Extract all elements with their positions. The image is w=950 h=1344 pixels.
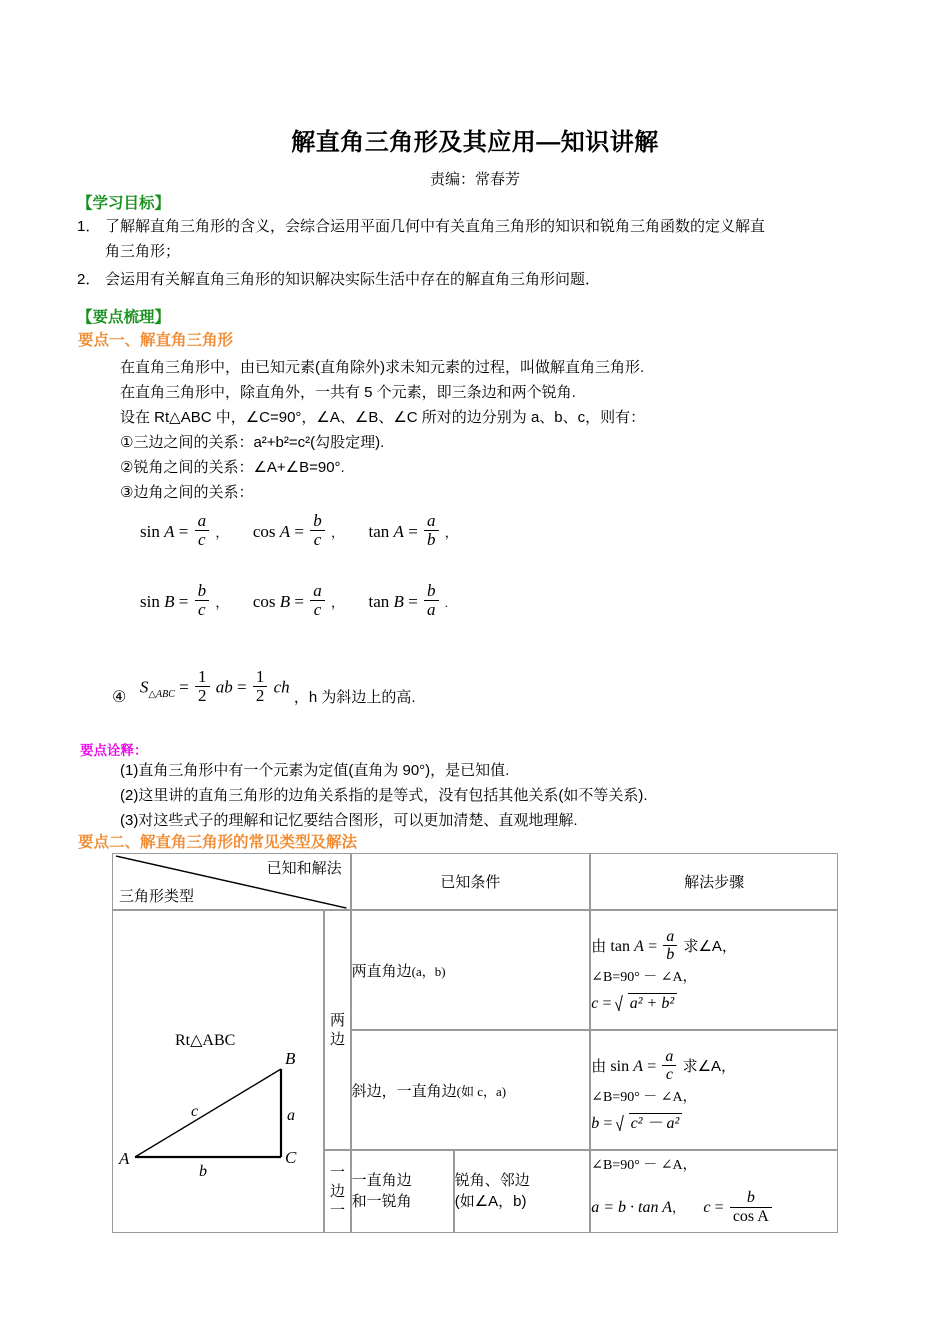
annotation-item-1: (1)直角三角形中有一个元素为定值(直角为 90°)，是已知值. (120, 762, 510, 779)
solution-row1-line1: 由 tan A = $\frac{a}{b}$ 求∠A， (591, 927, 737, 963)
solution-row1-line2: ∠B=90° － ∠A， (591, 970, 697, 986)
outline-heading: 【要点梳理】 (77, 309, 171, 326)
point-one-heading: 要点一、解直角三角形 (78, 332, 234, 349)
annotation-item-2: (2)这里讲的直角三角形的边角关系指的是等式，没有包括其他关系(如不等关系). (120, 787, 648, 804)
formula-tan-b: tan B = $\frac{b}{a}$ . (368, 581, 449, 620)
table-row (112, 910, 838, 1030)
objective-2-line1: 会运用有关解直角三角形的知识解决实际生活中存在的解直角三角形问题． (105, 271, 601, 288)
solution-cell-row3 (590, 1150, 838, 1233)
formula-tan-a: tan A = $\frac{a}{b}$ ， (368, 511, 458, 550)
point-one-line-6: ③边角之间的关系： (120, 484, 254, 501)
condition-sub-row2: (如 c，a) (456, 1083, 507, 1099)
table-header-conditions: 已知条件 (351, 853, 591, 910)
solution-cell-row1 (590, 910, 838, 1030)
solution-row1-line3: c = a² + b² (591, 993, 837, 1013)
group-label-one-side-one-angle: 一 边 一 (324, 1150, 350, 1233)
condition-row3-a-line2: 和一锐角 (351, 1193, 412, 1211)
formula-cos-a: cos A = $\frac{b}{c}$ ， (252, 511, 345, 550)
area-symbol: S (139, 677, 149, 697)
group-label-two-sides: 两 边 (324, 910, 350, 1150)
objective-2-number: 2． (77, 271, 101, 288)
side-label-c: c (191, 1103, 199, 1121)
area-subscript: △ABC (148, 688, 175, 700)
vertex-label-b: B (285, 1049, 296, 1069)
formula-cos-b: cos B = $\frac{a}{c}$ ， (252, 581, 345, 620)
solution-row3-line2: a = b · tan A， c = $\frac{b}{\text{cos A}}$ (591, 1189, 837, 1225)
condition-main-row1: 两直角边 (351, 962, 412, 980)
solution-row2-line2: ∠B=90° － ∠A， (591, 1090, 697, 1106)
objective-1-line1: 了解解直角三角形的含义，会综合运用平面几何中有关直角三角形的知识和锐角三角函数的定义解直 (105, 218, 766, 235)
condition-row3-b-line2: (如∠A，b) (454, 1193, 527, 1211)
point-one-line-5: ②锐角之间的关系：∠A+∠B=90°. (120, 459, 345, 476)
formula-sin-b: sin B = $\frac{b}{c}$ ， (140, 581, 229, 620)
point-one-line-2: 在直角三角形中，除直角外，一共有 5 个元素，即三条边和两个锐角. (120, 384, 576, 401)
radicand-row2: c² － a² (629, 1113, 683, 1133)
triangle-caption: Rt△ABC (175, 1032, 236, 1050)
corner-top-right-label: 已知和解法 (266, 860, 342, 877)
condition-main-row2: 斜边，一直角边 (351, 1082, 457, 1100)
table-header-row (112, 853, 838, 910)
condition-cell-row2 (351, 1030, 591, 1150)
point-two-heading: 要点二、解直角三角形的常见类型及解法 (78, 834, 358, 851)
solution-row3-line1: ∠B=90° － ∠A， (591, 1158, 697, 1173)
area-formula-marker: ④ (112, 688, 127, 706)
solution-row2-line1: 由 sin A = $\frac{a}{c}$ 求∠A， (591, 1047, 737, 1083)
corner-bottom-left-label: 三角形类型 (119, 888, 195, 905)
side-label-a: a (287, 1107, 295, 1125)
radicand-row1: a² + b² (628, 993, 677, 1013)
table-corner-cell (112, 853, 351, 910)
learning-objectives-heading: 【学习目标】 (77, 195, 171, 212)
condition-sub-row1: (a，b) (411, 963, 446, 979)
trig-formula-row-b (140, 582, 448, 620)
table-header-steps: 解法步骤 (590, 853, 838, 910)
triangle-diagram-cell (112, 910, 324, 1233)
side-label-b: b (199, 1163, 207, 1181)
annotation-heading: 要点诠释： (80, 743, 148, 758)
point-one-line-1: 在直角三角形中，由已知元素(直角除外)求未知元素的过程，叫做解直角三角形. (120, 359, 645, 376)
right-triangle-diagram (113, 950, 321, 1188)
page-title: 解直角三角形及其应用—知识讲解 (291, 129, 659, 156)
byline: 责编：常春芳 (429, 171, 520, 188)
area-formula-tail: ，h 为斜边上的高. (293, 688, 416, 706)
objective-1-line2: 角三角形； (105, 243, 181, 260)
solution-types-table (112, 853, 838, 1233)
solution-row2-line3: b = c² － a² (591, 1113, 837, 1133)
condition-row3-a-line1: 一直角边 (351, 1172, 412, 1190)
point-one-line-4: ①三边之间的关系：a²+b²=c²(勾股定理). (120, 434, 385, 451)
objective-1-number: 1． (77, 218, 101, 235)
condition-cell-row1 (351, 910, 591, 1030)
point-one-line-3: 设在 Rt△ABC 中，∠C=90°，∠A、∠B、∠C 所对的边分别为 a、b、c，则有： (120, 409, 646, 426)
vertex-label-a: A (119, 1149, 130, 1169)
annotation-item-3: (3)对这些式子的理解和记忆要结合图形，可以更加清楚、直观地理解. (120, 812, 578, 829)
condition-row3-b-line1: 锐角、邻边 (454, 1172, 530, 1190)
formula-sin-a: sin A = $\frac{a}{c}$ ， (140, 511, 229, 550)
vertex-label-c: C (285, 1148, 297, 1168)
condition-cell-row3-a (351, 1150, 454, 1233)
trig-formula-row-a (140, 512, 458, 550)
area-formula-row: ④ $S_{\triangle ABC}$ = $\frac{1}{2}$ ab = $\frac{1}{2}$ ch ，h 为斜边上的高. (112, 667, 416, 706)
condition-cell-row3-b (454, 1150, 591, 1233)
solution-cell-row2 (590, 1030, 838, 1150)
